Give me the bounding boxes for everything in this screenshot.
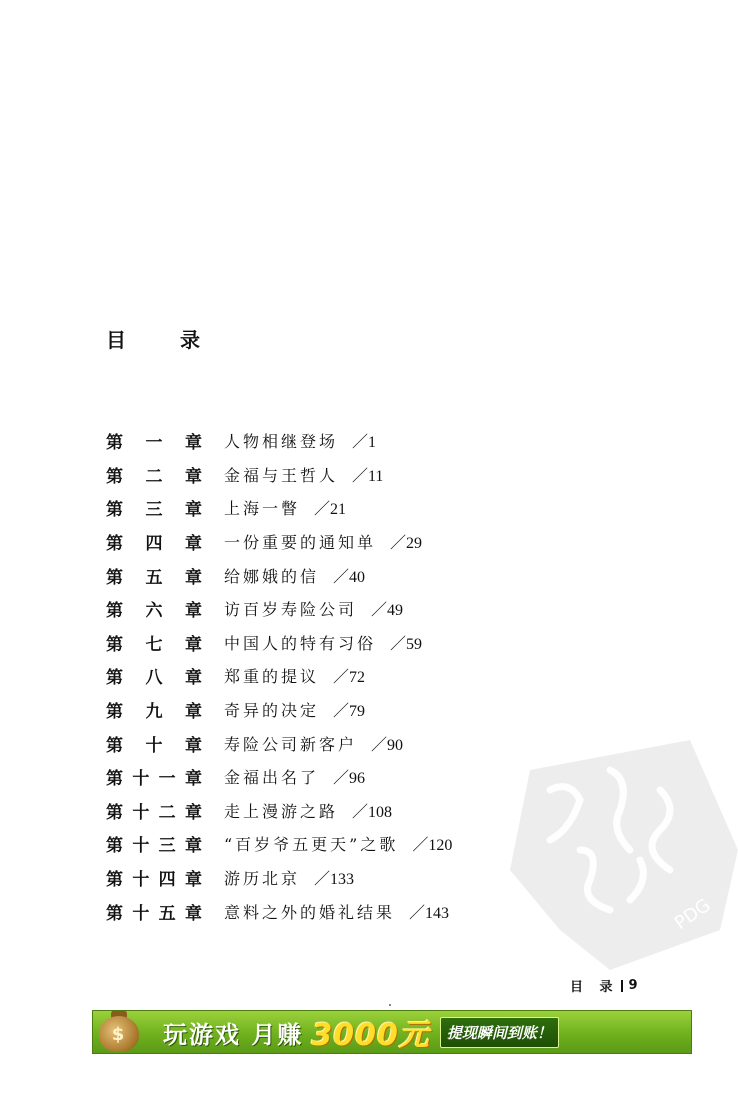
- toc-page-number: ／143: [409, 904, 450, 922]
- toc-chapter-char: 第: [106, 769, 123, 790]
- money-bag-icon: [93, 1010, 149, 1054]
- toc-chapter-char: 十: [132, 836, 150, 857]
- toc-chapter-char: 五: [158, 903, 176, 924]
- page-footer: [570, 976, 638, 995]
- toc-title: 意料之外的婚礼结果: [224, 902, 396, 922]
- toc-chapter-char: 四: [158, 870, 176, 891]
- toc-chapter-char: 二: [158, 802, 176, 823]
- toc-chapter-char: 十: [132, 870, 150, 891]
- toc-chapter-char: 六: [145, 601, 163, 622]
- toc-chapter-label: [106, 697, 224, 722]
- toc-page-number: ／90: [371, 736, 404, 754]
- toc-chapter-label: [106, 529, 224, 554]
- toc-title: “百岁爷五更天”之歌: [224, 835, 399, 855]
- toc-chapter-char: 章: [185, 702, 202, 723]
- watermark-seal-shape: [510, 740, 738, 970]
- toc-chapter-char: 第: [106, 534, 123, 555]
- toc-chapter-label: [106, 596, 224, 621]
- toc-entry[interactable]: [106, 693, 566, 727]
- toc-title: 一份重要的通知单: [224, 533, 377, 553]
- toc-title: 金福出名了: [224, 768, 320, 788]
- toc-title: 上海一瞥: [224, 499, 301, 519]
- ad-banner[interactable]: [92, 1010, 692, 1054]
- toc-chapter-char: 第: [106, 668, 123, 689]
- toc-page-number: ／11: [352, 467, 384, 485]
- toc-title: 奇异的决定: [224, 701, 320, 721]
- toc-title: 寿险公司新客户: [224, 734, 358, 754]
- toc-chapter-char: 章: [185, 500, 202, 521]
- toc-chapter-char: 三: [158, 836, 176, 857]
- toc-page-number: ／49: [371, 602, 404, 620]
- ad-slogan: 玩游戏 月赚: [163, 1020, 304, 1049]
- toc-chapter-char: 十: [132, 769, 150, 790]
- toc-chapter-label: [106, 462, 224, 487]
- toc-entry[interactable]: [106, 424, 566, 458]
- toc-chapter-label: [106, 563, 224, 588]
- watermark-seal: [490, 730, 738, 970]
- toc-chapter-char: 第: [106, 634, 123, 655]
- toc-chapter-char: 第: [106, 903, 123, 924]
- toc-chapter-label: [106, 764, 224, 789]
- toc-page-number: ／120: [412, 837, 453, 855]
- toc-chapter-char: 八: [145, 668, 163, 689]
- footer-label: 目 录: [570, 980, 619, 995]
- toc-entry[interactable]: [106, 558, 566, 592]
- toc-title: 游历北京: [224, 869, 301, 889]
- toc-chapter-char: 二: [145, 466, 163, 487]
- page-title: [106, 326, 200, 350]
- toc-chapter-char: 章: [185, 567, 202, 588]
- toc-page-number: ／21: [314, 501, 347, 519]
- toc-chapter-char: 第: [106, 433, 123, 454]
- toc-chapter-char: 章: [185, 601, 202, 622]
- toc-chapter-char: 三: [145, 500, 163, 521]
- toc-entry[interactable]: [106, 626, 566, 660]
- toc-page-number: ／108: [352, 803, 393, 821]
- toc-chapter-char: 五: [145, 567, 163, 588]
- footer-separator: [621, 980, 623, 992]
- toc-page-number: ／1: [352, 434, 377, 452]
- money-bag-icon-glyph: $: [111, 1024, 125, 1045]
- toc-title: 走上漫游之路: [224, 801, 339, 821]
- toc-chapter-char: 第: [106, 601, 123, 622]
- toc-title: 访百岁寿险公司: [224, 600, 358, 620]
- toc-chapter-char: 第: [106, 500, 123, 521]
- toc-entry[interactable]: [106, 525, 566, 559]
- toc-chapter-label: [106, 495, 224, 520]
- toc-entry[interactable]: [106, 659, 566, 693]
- toc-chapter-label: [106, 630, 224, 655]
- ad-withdraw-button[interactable]: 提现瞬间到账！: [440, 1017, 559, 1048]
- toc-chapter-char: 章: [184, 836, 202, 857]
- toc-chapter-char: 九: [145, 702, 163, 723]
- toc-title: 给娜娥的信: [224, 566, 320, 586]
- toc-page-number: ／79: [333, 703, 366, 721]
- toc-chapter-label: [106, 428, 224, 453]
- toc-page-number: ／29: [390, 535, 423, 553]
- toc-title: 金福与王哲人: [224, 465, 339, 485]
- toc-entry[interactable]: [106, 458, 566, 492]
- toc-chapter-char: 章: [185, 634, 202, 655]
- toc-title: 中国人的特有习俗: [224, 633, 377, 653]
- toc-chapter-char: 章: [184, 769, 202, 790]
- toc-chapter-char: 章: [185, 534, 202, 555]
- toc-chapter-char: 第: [106, 836, 123, 857]
- toc-chapter-char: 四: [145, 534, 163, 555]
- toc-chapter-label: [106, 663, 224, 688]
- toc-page-number: ／59: [390, 635, 423, 653]
- toc-title: 人物相继登场: [224, 432, 339, 452]
- toc-chapter-char: 第: [106, 567, 123, 588]
- toc-chapter-char: 章: [184, 870, 202, 891]
- toc-chapter-char: 十: [145, 735, 163, 756]
- toc-chapter-char: 第: [106, 870, 123, 891]
- toc-page-number: ／96: [333, 770, 366, 788]
- toc-page-number: ／133: [314, 871, 355, 889]
- toc-chapter-char: 章: [185, 735, 202, 756]
- toc-chapter-label: [106, 899, 224, 924]
- footer-page-number: 9: [628, 978, 638, 993]
- ad-amount: 3000元: [311, 1018, 430, 1053]
- scan-speck: [389, 1004, 391, 1006]
- toc-chapter-char: 第: [106, 702, 123, 723]
- toc-chapter-char: 十: [132, 802, 150, 823]
- watermark-text: PDG: [670, 894, 715, 935]
- page-title-char-1: 目: [106, 327, 126, 352]
- toc-page-number: ／40: [333, 568, 366, 586]
- toc-chapter-label: [106, 731, 224, 756]
- toc-chapter-char: 第: [106, 802, 123, 823]
- toc-chapter-label: [106, 831, 224, 856]
- toc-chapter-label: [106, 798, 224, 823]
- toc-chapter-char: 一: [158, 769, 176, 790]
- toc-chapter-char: 十: [132, 903, 150, 924]
- toc-chapter-char: 章: [185, 466, 202, 487]
- toc-chapter-char: 章: [184, 802, 202, 823]
- page-title-char-2: 录: [180, 327, 200, 352]
- toc-chapter-char: 章: [185, 433, 202, 454]
- toc-entry[interactable]: [106, 592, 566, 626]
- toc-chapter-char: 第: [106, 735, 123, 756]
- toc-title: 郑重的提议: [224, 667, 320, 687]
- toc-chapter-label: [106, 865, 224, 890]
- toc-chapter-char: 章: [185, 668, 202, 689]
- toc-chapter-char: 第: [106, 466, 123, 487]
- toc-chapter-char: 一: [145, 433, 163, 454]
- toc-page-number: ／72: [333, 669, 366, 687]
- toc-entry[interactable]: [106, 491, 566, 525]
- toc-chapter-char: 七: [145, 634, 163, 655]
- toc-chapter-char: 章: [184, 903, 202, 924]
